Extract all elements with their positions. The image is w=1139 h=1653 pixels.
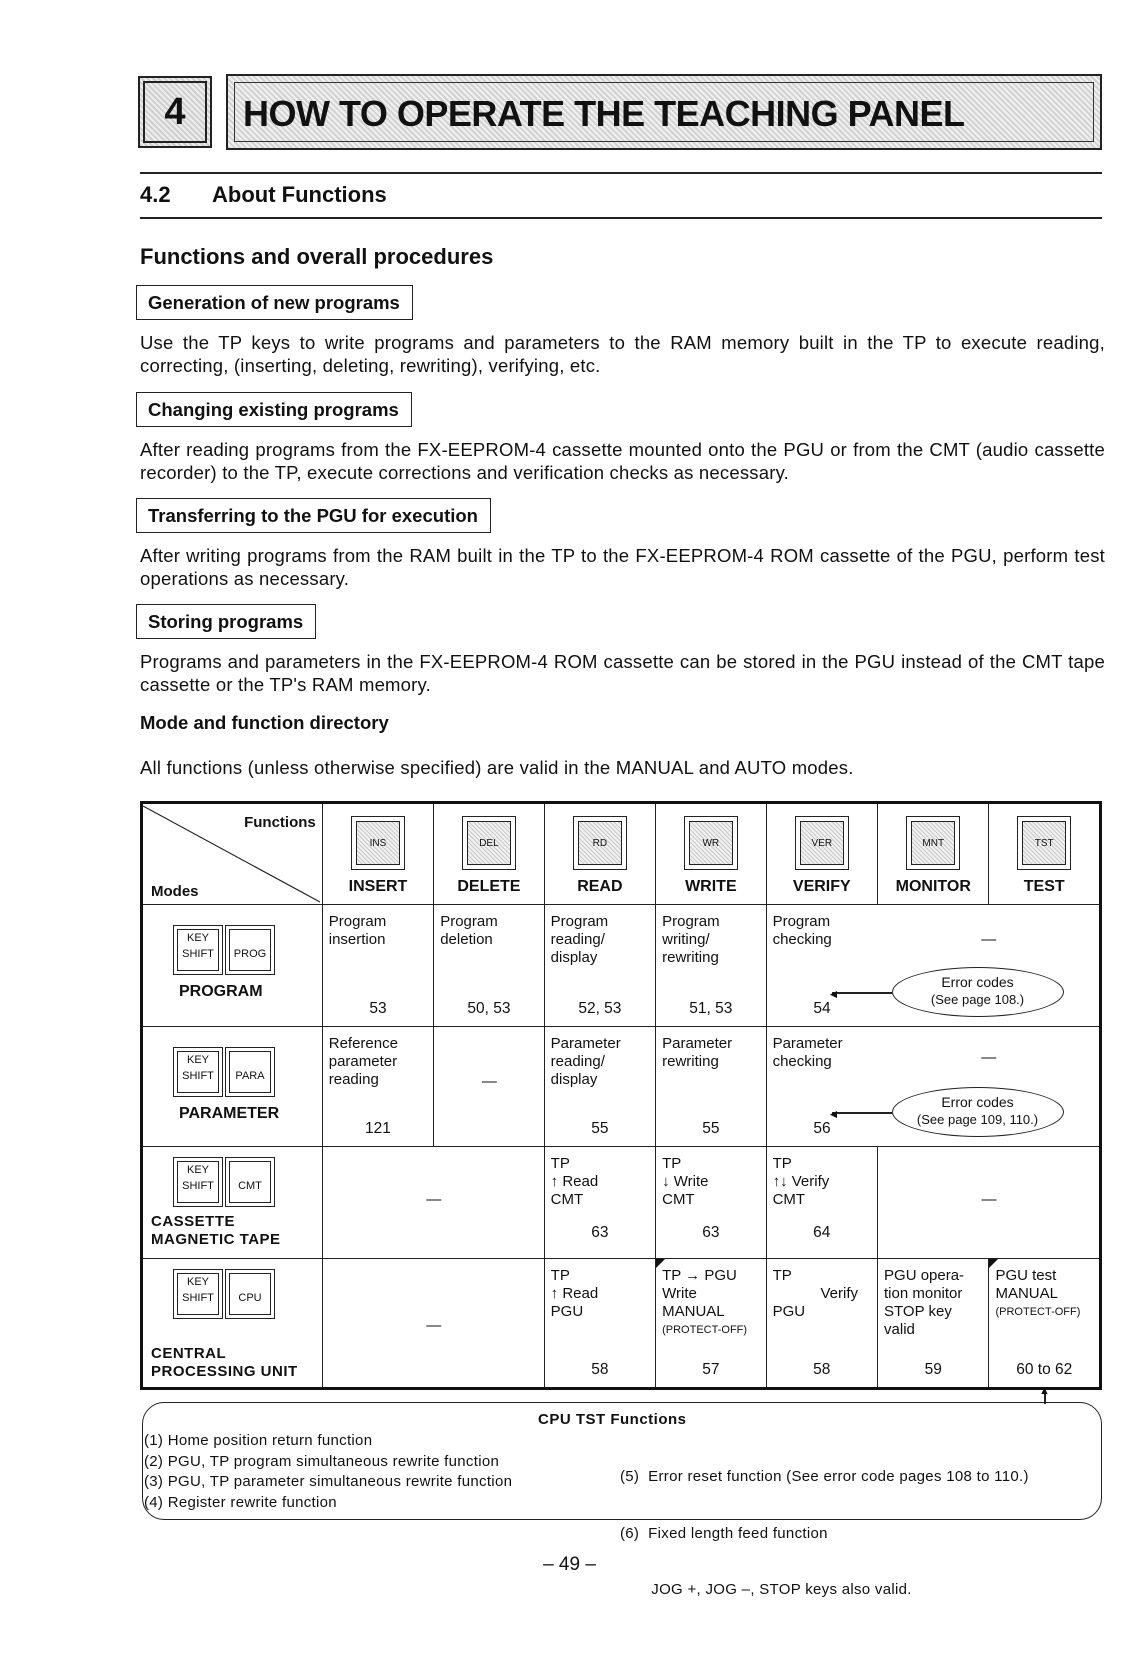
- directory-intro: All functions (unless otherwise specified) are valid in the MANUAL and AUTO modes.: [140, 757, 854, 778]
- chapter-number: 4: [143, 81, 207, 143]
- error-codes-callout: Error codes (See page 108.): [892, 967, 1064, 1017]
- section-number: 4.2: [140, 182, 171, 207]
- mode-row-cpu: [142, 1259, 1101, 1389]
- list-item: (3) PGU, TP parameter simultaneous rewrite function: [144, 1473, 513, 1490]
- corner-mark-icon: [656, 1259, 665, 1268]
- mode-row-program: [142, 905, 1101, 1027]
- list-item: (4) Register rewrite function: [144, 1493, 337, 1511]
- mode-row-parameter: [142, 1027, 1101, 1147]
- list-item: (2) PGU, TP program simultaneous rewrite function: [144, 1452, 500, 1470]
- cell-cpu-write: TP → PGU Write MANUAL (PROTECT-OFF) 57: [656, 1259, 766, 1389]
- para-key-icon: PARA: [225, 1047, 275, 1097]
- block-text-transferring: After writing programs from the RAM built in the TP to the FX-EEPROM-4 ROM cassette of the PGU, perform test operations as necessary.: [140, 545, 1105, 589]
- list-item: JOG +, JOG –, STOP keys also valid.: [620, 1581, 912, 1598]
- block-heading-transferring: Transferring to the PGU for execution: [136, 498, 491, 533]
- mode-cassette: [142, 1147, 323, 1259]
- block-text-storing: Programs and parameters in the FX-EEPROM-4 ROM cassette can be stored in the PGU instead of the CMT tape cassette or the TP's RAM memory.: [140, 651, 1105, 695]
- cell-parameter-delete: —: [434, 1027, 544, 1147]
- cell-cpu-read: TP ↑ Read PGU 58: [544, 1259, 655, 1389]
- function-name: TEST: [1023, 878, 1065, 895]
- up-arrow-icon: ▲: [1039, 1385, 1050, 1397]
- corner-mark-icon: [989, 1259, 998, 1268]
- mode-name: PARAMETER: [179, 1105, 280, 1122]
- cell-cassette-insert-delete: —: [322, 1147, 544, 1259]
- arrow-head-icon: ◄: [827, 1107, 840, 1121]
- function-name: READ: [577, 878, 623, 895]
- mode-name: CENTRAL PROCESSING UNIT: [151, 1345, 298, 1380]
- section-title: About Functions: [212, 182, 387, 207]
- cpu-tst-left-list: [144, 1431, 614, 1513]
- prog-key-icon: PROG: [225, 925, 275, 975]
- function-name: INSERT: [348, 878, 408, 895]
- mode-name: CASSETTE MAGNETIC TAPE: [151, 1213, 281, 1248]
- mode-parameter: [142, 1027, 323, 1147]
- function-test: [989, 803, 1101, 905]
- mode-cpu: [142, 1259, 323, 1389]
- block-heading-new-programs: Generation of new programs: [136, 285, 413, 320]
- cell-cpu-verify: TP Verify PGU 58: [766, 1259, 877, 1389]
- arrow-line: [832, 1112, 892, 1114]
- corner-modes-label: Modes: [151, 883, 199, 900]
- function-name: DELETE: [457, 878, 521, 895]
- function-table: [140, 801, 1102, 1390]
- cpu-tst-title: CPU TST Functions: [538, 1411, 687, 1428]
- mnt-key-icon: MNT: [906, 816, 960, 870]
- cell-program-write: Program writing/ rewriting 51, 53: [656, 905, 766, 1027]
- cell-program-verify: Program checking 54: [766, 905, 877, 1027]
- list-item: (6) Fixed length feed function: [620, 1524, 828, 1542]
- list-item: (1) Home position return function: [144, 1432, 373, 1449]
- mode-name: PROGRAM: [179, 983, 263, 1000]
- block-text-new-programs: Use the TP keys to write programs and parameters to the RAM memory built in the TP to execute reading, correcting, (inserting, deleting, rewriting), verifying, etc.: [140, 332, 1105, 376]
- del-key-icon: DEL: [462, 816, 516, 870]
- error-codes-callout: Error codes (See page 109, 110.): [892, 1087, 1064, 1137]
- cell-cpu-test: PGU test MANUAL (PROTECT-OFF) 60 to 62: [989, 1259, 1101, 1389]
- table-header-row: [142, 803, 1101, 905]
- key-shift-icon: KEY SHIFT: [173, 1047, 223, 1097]
- section-rule-top: [140, 172, 1102, 174]
- cell-cassette-write: TP ↓ Write CMT 63: [656, 1147, 766, 1259]
- cell-parameter-write: Parameter rewriting 55: [656, 1027, 766, 1147]
- section-rule-bottom: [140, 217, 1102, 219]
- function-read: [544, 803, 655, 905]
- mode-row-cassette: [142, 1147, 1101, 1259]
- cell-cassette-verify: TP ↑↓ Verify CMT 64: [766, 1147, 877, 1259]
- section-heading: [140, 182, 387, 208]
- function-delete: [434, 803, 544, 905]
- block-heading-changing-programs: Changing existing programs: [136, 392, 412, 427]
- cell-cassette-read: TP ↑ Read CMT 63: [544, 1147, 655, 1259]
- chapter-title: HOW TO OPERATE THE TEACHING PANEL: [234, 82, 1094, 142]
- key-shift-icon: KEY SHIFT: [173, 925, 223, 975]
- cell-parameter-verify: Parameter checking 56: [766, 1027, 877, 1147]
- cmt-key-icon: CMT: [225, 1157, 275, 1207]
- function-name: VERIFY: [792, 878, 851, 895]
- function-monitor: [878, 803, 989, 905]
- function-insert: [322, 803, 433, 905]
- chapter-number-box: [138, 76, 212, 148]
- cell-cassette-monitor-test: —: [878, 1147, 1101, 1259]
- block-text-changing-programs: After reading programs from the FX-EEPROM-4 cassette mounted onto the PGU or from the CMT (audio cassette recorder) to the TP, execute corrections and verification checks as necessary.: [140, 439, 1105, 483]
- key-shift-icon: KEY SHIFT: [173, 1269, 223, 1319]
- cell-cpu-monitor: PGU opera- tion monitor STOP key valid 59: [878, 1259, 989, 1389]
- rd-key-icon: RD: [573, 816, 627, 870]
- directory-heading: Mode and function directory: [140, 712, 389, 733]
- tst-key-icon: TST: [1017, 816, 1071, 870]
- cell-parameter-monitor-test: — ◄ Error codes (See page 109, 110.): [878, 1027, 1101, 1147]
- cell-parameter-insert: Reference parameter reading 121: [322, 1027, 433, 1147]
- ver-key-icon: VER: [795, 816, 849, 870]
- block-heading-storing: Storing programs: [136, 604, 316, 639]
- cpu-key-icon: CPU: [225, 1269, 275, 1319]
- key-shift-icon: KEY SHIFT: [173, 1157, 223, 1207]
- cell-parameter-read: Parameter reading/ display 55: [544, 1027, 655, 1147]
- ins-key-icon: INS: [351, 816, 405, 870]
- corner-functions-label: Functions: [244, 814, 316, 831]
- wr-key-icon: WR: [684, 816, 738, 870]
- function-verify: [766, 803, 877, 905]
- cell-program-monitor-test: — ◄ Error codes (See page 108.): [878, 905, 1101, 1027]
- chapter-title-box: [226, 74, 1102, 150]
- function-name: MONITOR: [895, 878, 971, 895]
- cpu-tst-right-list: [620, 1431, 1102, 1619]
- arrow-line: [832, 992, 892, 994]
- cell-cpu-insert-delete: —: [322, 1259, 544, 1389]
- cell-program-delete: Program deletion 50, 53: [434, 905, 544, 1027]
- function-name: WRITE: [685, 878, 737, 895]
- cell-program-read: Program reading/ display 52, 53: [544, 905, 655, 1027]
- page-number: – 49 –: [543, 1554, 596, 1575]
- list-item: (5) Error reset function (See error code pages 108 to 110.): [620, 1468, 1029, 1485]
- function-write: [656, 803, 766, 905]
- mode-program: [142, 905, 323, 1027]
- cell-program-insert: Program insertion 53: [322, 905, 433, 1027]
- page-subtitle: Functions and overall procedures: [140, 244, 494, 269]
- table-corner: [142, 803, 323, 905]
- arrow-head-icon: ◄: [827, 987, 840, 1001]
